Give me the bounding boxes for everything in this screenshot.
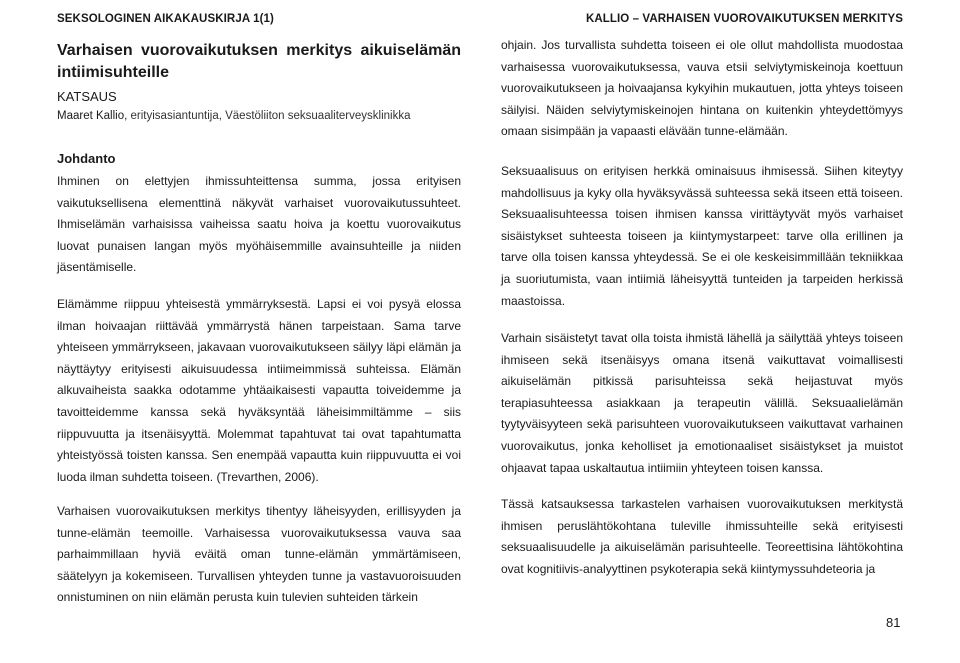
right-paragraph-4: Tässä katsauksessa tarkastelen varhaisen vuorovaikutuksen merkitystä ihmisen peruslähtökohtana tuleville ihmissuhteille sekä erityisesti seksuaalisuudelle ja aikuiselämän parisuhteelle. Teoreettisina lähtökohtina ovat kognitiivis-analyyttinen psykoterapia sekä kiintymyssuhdeteoria ja bbox=[501, 497, 903, 576]
left-paragraph-1: Ihminen on elettyjen ihmissuhteittensa summa, jossa erityisen vaikutuksellisena elementtinä näkyvät varhaiset vuorovaikutussuhteet. Ihmiselämän varhaisissa vaiheissa saatu hoiva ja koettu vuorovaikutus luovat punaisen langan myös myöhäisemmille avainsuhteille ja niiden jäsentämiselle. bbox=[57, 174, 461, 275]
page-number: 81 bbox=[886, 615, 901, 630]
left-paragraph-3: Varhaisen vuorovaikutuksen merkitys tihentyy läheisyyden, erillisyyden ja tunne-elämän teemoille. Varhaisessa vuorovaikutuksessa vauva saa parhaimmillaan hyviä eväitä oman tunne-elämän ymmärtämiseen, säätelyyn ja kokemiseen. Turvallisen yhteyden tunne ja vastavuoroisuuden onnistuminen on niin elämän perusta kuin tulevien suhteiden tärkein bbox=[57, 504, 461, 605]
author-name: Maaret Kallio, bbox=[57, 110, 128, 122]
left-paragraph-2: Elämämme riippuu yhteisestä ymmärryksestä. Lapsi ei voi pysyä elossa ilman hoivaajan riittävää ymmärrystä hänen tarpeistaan. Sama tarve yhteiseen ymmärrykseen, jakavaan vuorovaikutukseen säilyy läpi elämän ja näyttäytyy erityisesti aikuisuudessa intiimeimmissä suhteissa. Elämän alkuvaiheista saakka odotamme yhtäaikaisesti vapautta toiveidemme ja tavoitteidemme kanssa sekä hyväksyntää läheisimmiltämme – siis riippuvuutta ja itsenäisyyttä. Molemmat tapahtuvat tai ovat tapahtumatta yhteistyössä toisten kanssa. Sen enempää vapautta kuin riippuvuutta ei voi luoda ilman suhdetta toiseen. (Trevarthen, 2006). bbox=[57, 297, 461, 484]
running-head-article: KALLIO – VARHAISEN VUOROVAIKUTUKSEN MERKITYS bbox=[585, 13, 903, 25]
article-type: KATSAUS bbox=[57, 89, 117, 104]
right-paragraph-2: Seksuaalisuus on erityisen herkkä ominaisuus ihmisessä. Siihen kiteytyy mahdollisuus ja kyky olla hyväksyvässä suhteessa sekä itseen että toiseen. Seksuaalisuhteessa toisen ihmisen kanssa virittäytyvät myös varhaiset sisäistykset suhteesta toiseen ja kiintymystarpeet: tarve olla erillinen ja tarve olla toisen kanssa yhteydessä. Se ei ole keskeisimmillään tekniikkaa ja suoriutumista, vaan intiimiä läheisyyttä tunteiden ja tarpeiden herkissä maastoissa. bbox=[501, 164, 903, 308]
running-head-journal: SEKSOLOGINEN AIKAKAUSKIRJA 1(1) bbox=[57, 13, 274, 25]
author-affiliation: erityisasiantuntija, Väestöliiton seksuaaliterveysklinikka bbox=[130, 110, 411, 122]
article-title: Varhaisen vuorovaikutuksen merkitys aikuiselämän intiimisuhteille bbox=[57, 42, 461, 81]
author-line bbox=[57, 110, 410, 122]
right-paragraph-3: Varhain sisäistetyt tavat olla toista ihmistä lähellä ja säilyttää yhteys toiseen ihmiseen sekä itsenäisyys omana itsenä vaikuttavat voimallisesti aikuiselämän pitkissä parisuhteissa sekä heijastuvat myös terapiasuhteessa asiakkaan ja terapeutin välillä. Seksuaalielämän tyytyväisyyteen sekä parisuhteen vuorovaikutukseen vaikuttavat varhainen vuorovaikutus, jonka keholliset ja emotionaaliset sisäistykset ja muistot ohjaavat tapaa uskaltautua intiimiin yhteyteen toisen kanssa. bbox=[501, 331, 903, 475]
right-paragraph-1: ohjain. Jos turvallista suhdetta toiseen ei ole ollut mahdollista muodostaa varhaisessa vuorovaikutuksessa, vauva etsii selviytymiskeinoja koettuun vuorovaikutukseen ja hoivaajansa kykyihin mukautuen, jotta yhteys toiseen säilyisi. Näiden selviytymiskeinojen hintana on kuitenkin yhteydettömyys omaan sisimpään ja vapaasti elävään tunne-elämään. bbox=[501, 38, 903, 139]
section-heading-introduction: Johdanto bbox=[57, 151, 116, 166]
